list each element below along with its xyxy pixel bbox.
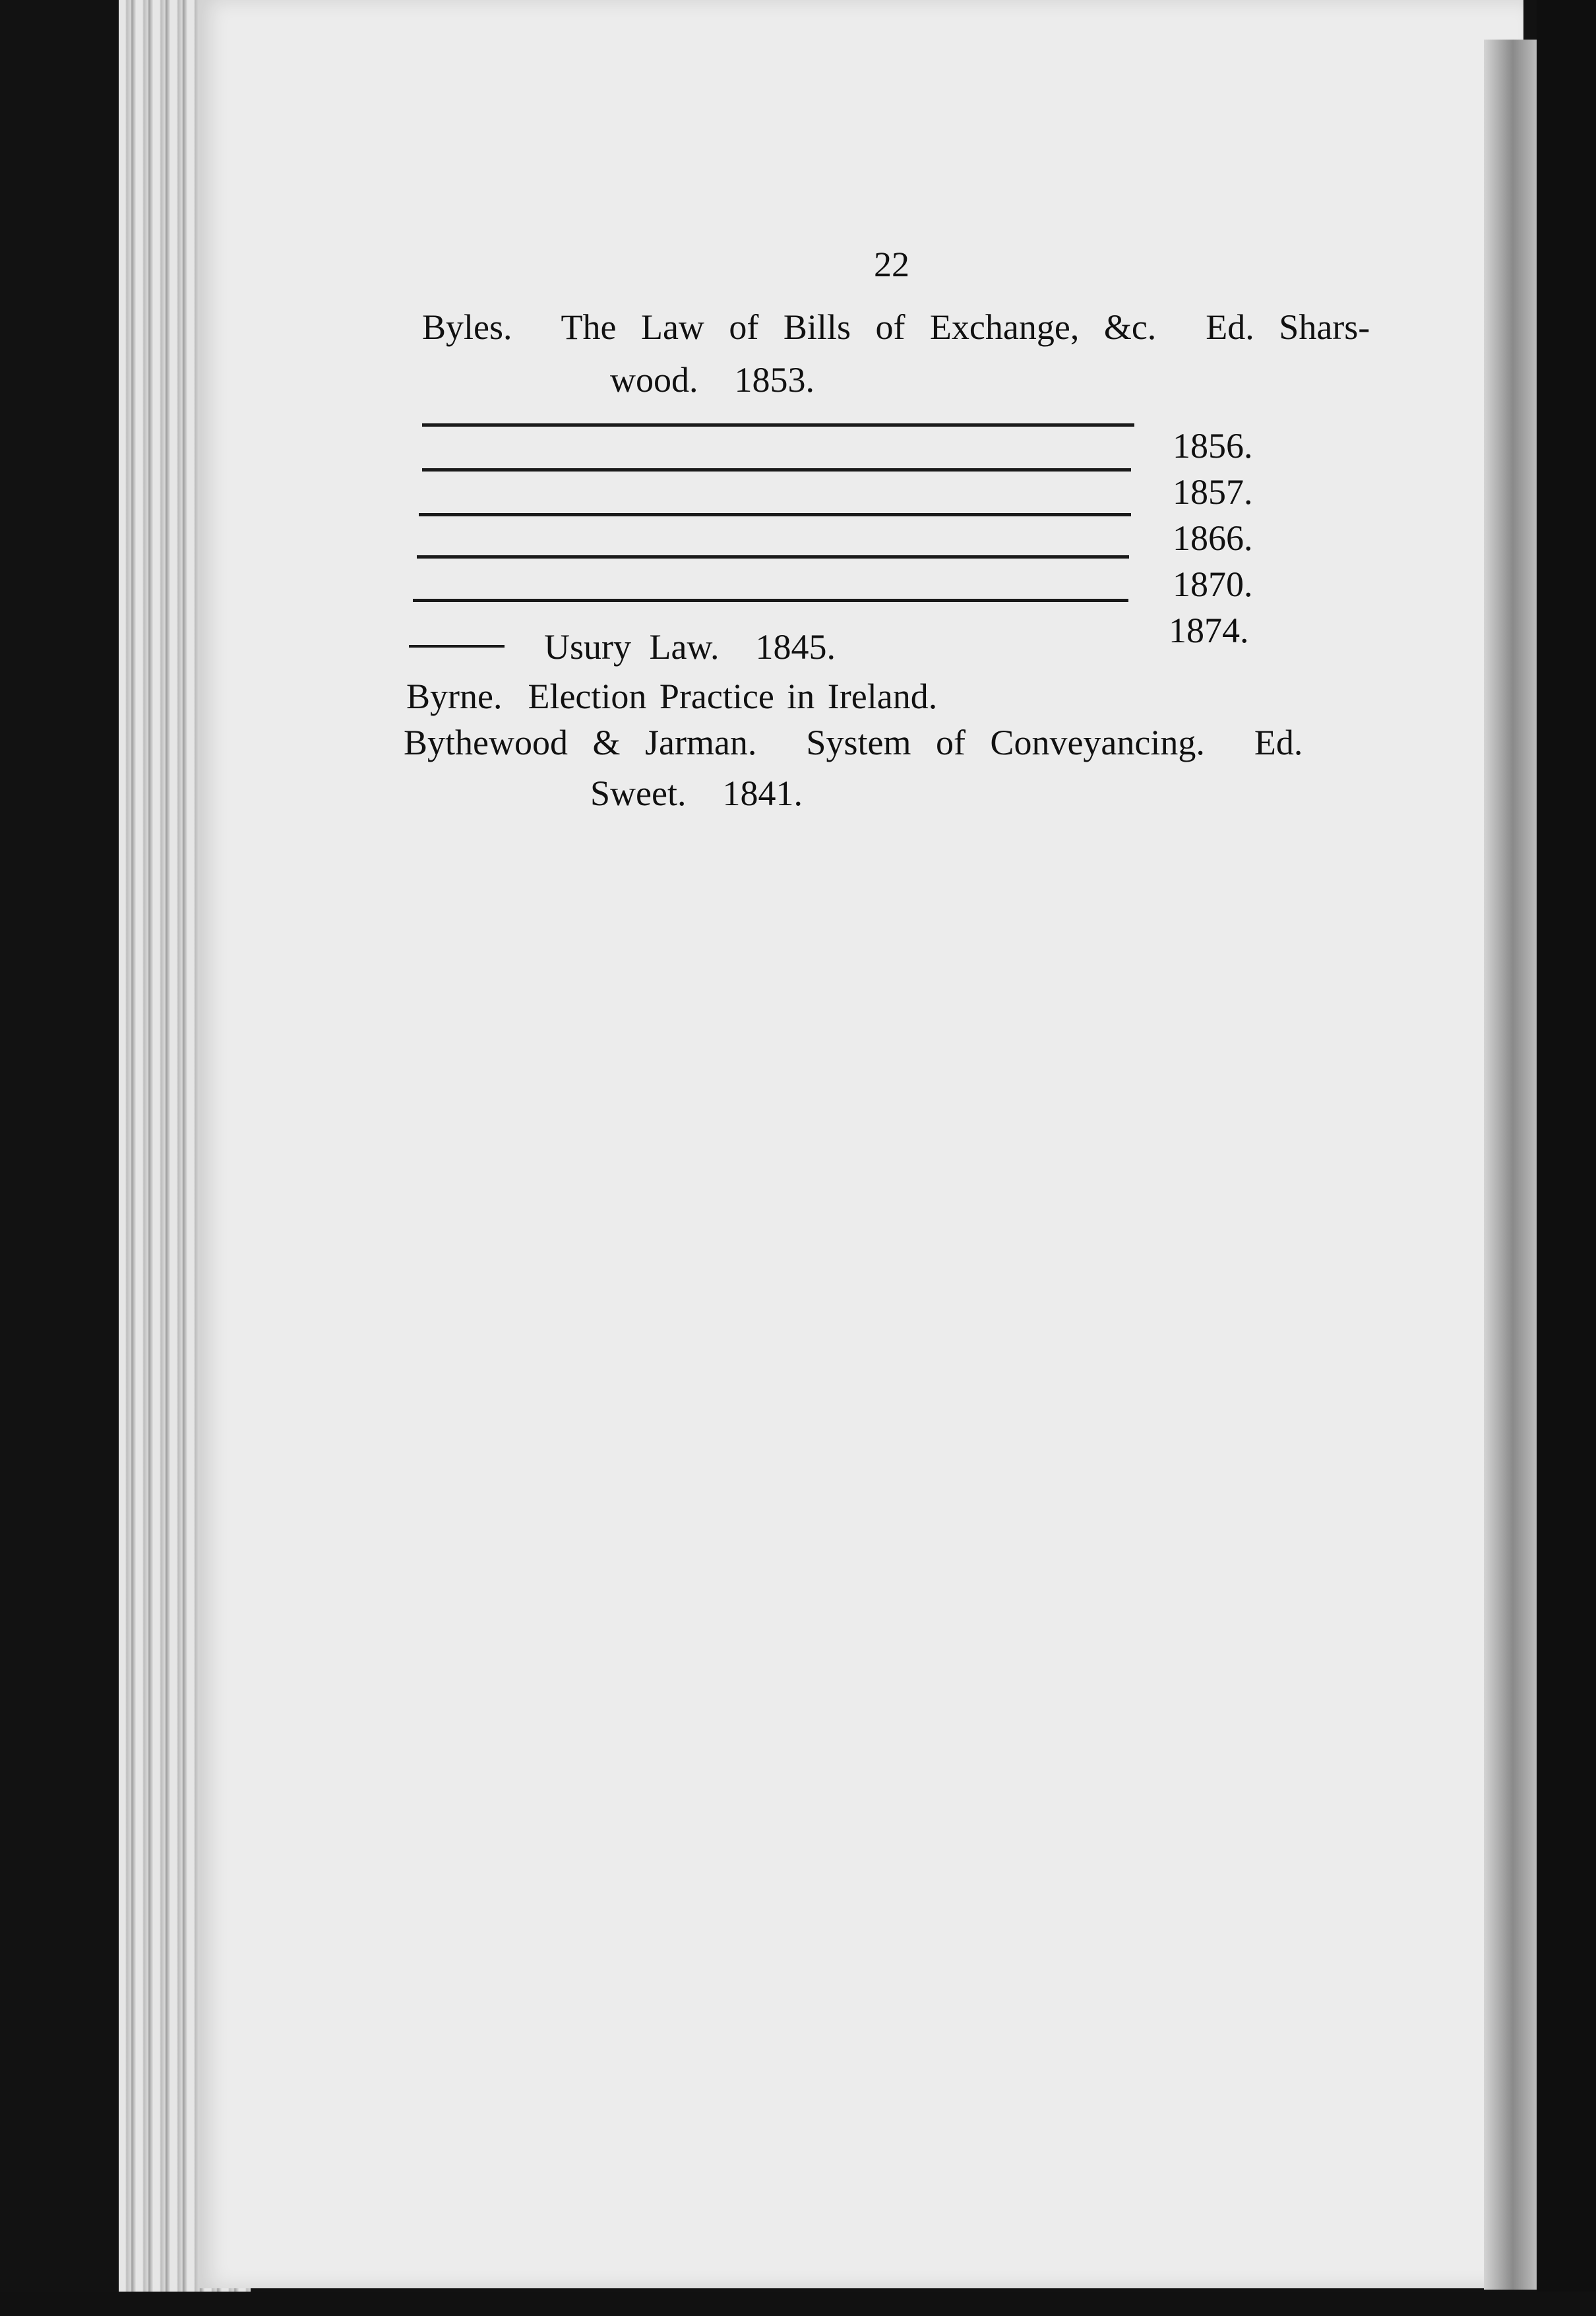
entry-usury: Usury Law. 1845. (544, 627, 836, 667)
entry-byles-line2: wood. 1853. (610, 360, 814, 400)
facing-page-shadow (1484, 40, 1537, 2290)
ditto-rule (422, 468, 1131, 472)
page-number: 22 (874, 245, 909, 284)
entry-byrne: Byrne. Election Practice in Ireland. (406, 677, 938, 716)
edition-year: 1866. (1173, 518, 1253, 558)
ditto-rule (422, 423, 1134, 427)
right-background (1537, 0, 1596, 2316)
edition-year: 1856. (1173, 426, 1253, 466)
edition-year: 1870. (1173, 564, 1253, 604)
ditto-dash (409, 645, 505, 648)
ditto-rule (417, 555, 1129, 559)
entry-byles-line1: Byles. The Law of Bills of Exchange, &c. Ed. Shars- (422, 307, 1370, 347)
ditto-rule (419, 513, 1131, 516)
bottom-background (0, 2292, 1596, 2316)
entry-bythewood-line1: Bythewood & Jarman. System of Conveyancing. Ed. (404, 723, 1303, 762)
entry-bythewood-line2: Sweet. 1841. (590, 774, 803, 813)
edition-year: 1857. (1173, 472, 1253, 512)
ditto-rule (413, 599, 1128, 602)
edition-year: 1874. (1169, 611, 1249, 650)
